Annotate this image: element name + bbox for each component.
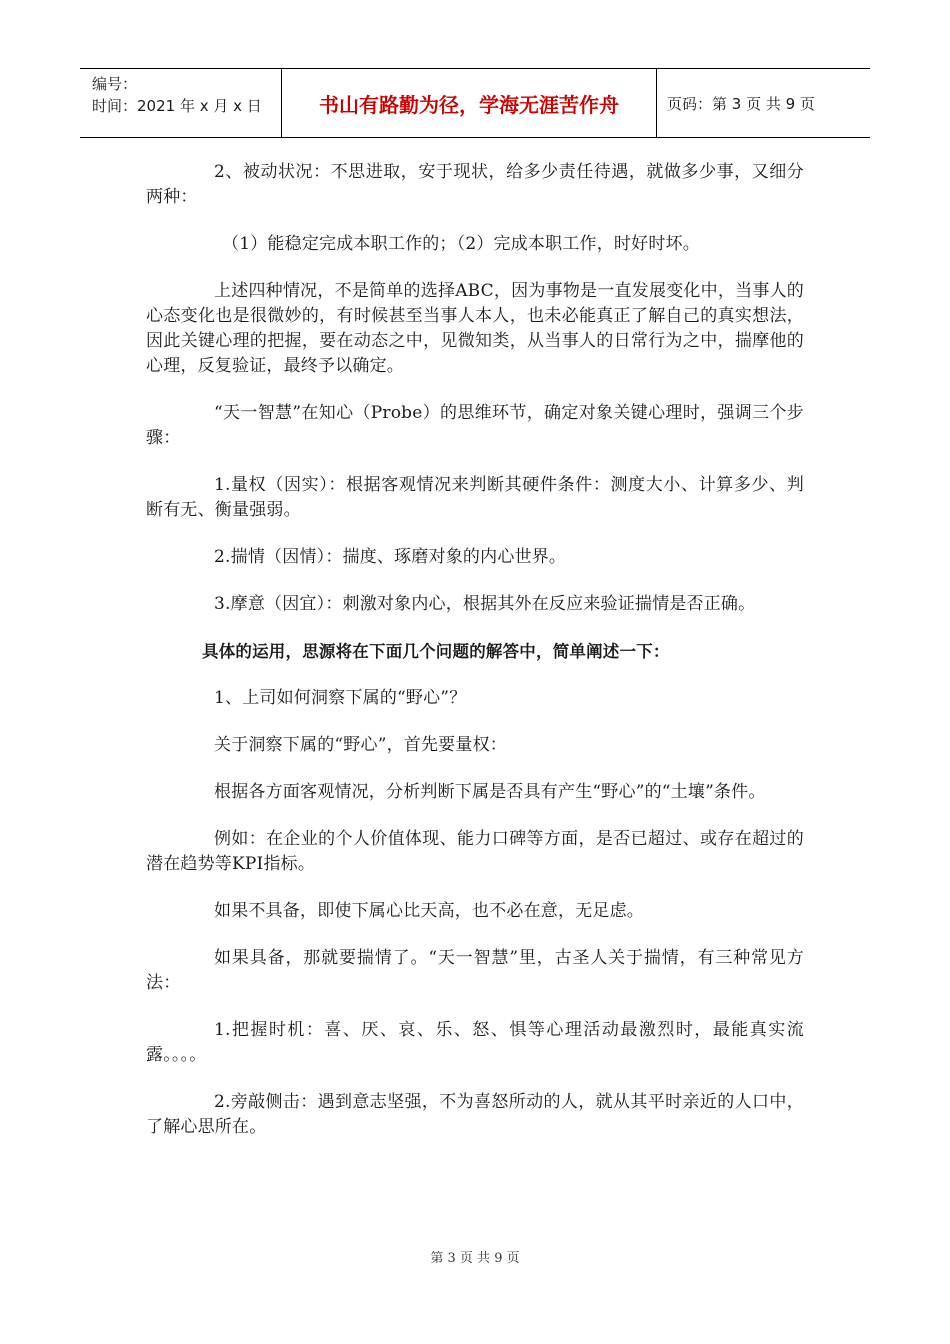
paragraph: 2.旁敲侧击：遇到意志坚强，不为喜怒所动的人，就从其平时亲近的人口中，了解心思所在。	[146, 1092, 804, 1137]
document-number-label: 编号：	[92, 75, 138, 93]
paragraph: 根据各方面客观情况，分析判断下属是否具有产生“野心”的“土壤”条件。	[214, 782, 766, 802]
document-body	[146, 160, 804, 1162]
header-page-info: 页码：第 3 页 共 9 页	[667, 94, 815, 113]
page-footer: 第 3 页 共 9 页	[430, 1251, 520, 1266]
paragraph: 例如：在企业的个人价值体现、能力口碑等方面，是否已超过、或存在超过的潜在趋势等KPI指标。	[146, 829, 804, 874]
paragraph: 1.把握时机：喜、厌、哀、乐、怒、惧等心理活动最激烈时，最能真实流露。。。。	[146, 1020, 804, 1065]
header-meta	[80, 69, 282, 137]
paragraph: 上述四种情况，不是简单的选择ABC，因为事物是一直发展变化中，当事人的心态变化也是很微妙的，有时候甚至当事人本人，也未必能真正了解自己的真实想法，因此关键心理的把握，要在动态之中，见微知类，从当事人的日常行为之中，揣摩他的心理，反复验证，最终予以确定。	[146, 281, 804, 376]
paragraph: 如果不具备，即使下属心比天高，也不必在意，无足虑。	[214, 901, 644, 921]
paragraph: （1）能稳定完成本职工作的；（2）完成本职工作，时好时坏。	[222, 234, 700, 254]
paragraph: 如果具备，那就要揣情了。“天一智慧”里，古圣人关于揣情，有三种常见方法：	[146, 948, 804, 993]
page-header	[80, 68, 870, 138]
paragraph: 1.量权（因实）：根据客观情况来判断其硬件条件：测度大小、计算多少、判断有无、衡量强弱。	[146, 475, 804, 520]
paragraph: 3.摩意（因宜）：刺激对象内心，根据其外在反应来验证揣情是否正确。	[214, 594, 756, 614]
paragraph: “天一智慧”在知心（Probe）的思维环节，确定对象关键心理时，强调三个步骤：	[146, 403, 804, 448]
paragraph: 2.揣情（因情）：揣度、琢磨对象的内心世界。	[214, 547, 567, 567]
header-motto: 书山有路勤为径，学海无涯苦作舟	[282, 69, 657, 137]
document-date: 时间：2021 年 x 月 x 日	[92, 97, 262, 115]
paragraph: 2、被动状况：不思进取，安于现状，给多少责任待遇，就做多少事，又细分两种：	[146, 162, 804, 207]
section-heading: 具体的运用，思源将在下面几个问题的解答中，简单阐述一下：	[202, 642, 670, 661]
paragraph: 关于洞察下属的“野心”，首先要量权：	[214, 735, 507, 755]
paragraph: 1、上司如何洞察下属的“野心”？	[214, 688, 467, 708]
